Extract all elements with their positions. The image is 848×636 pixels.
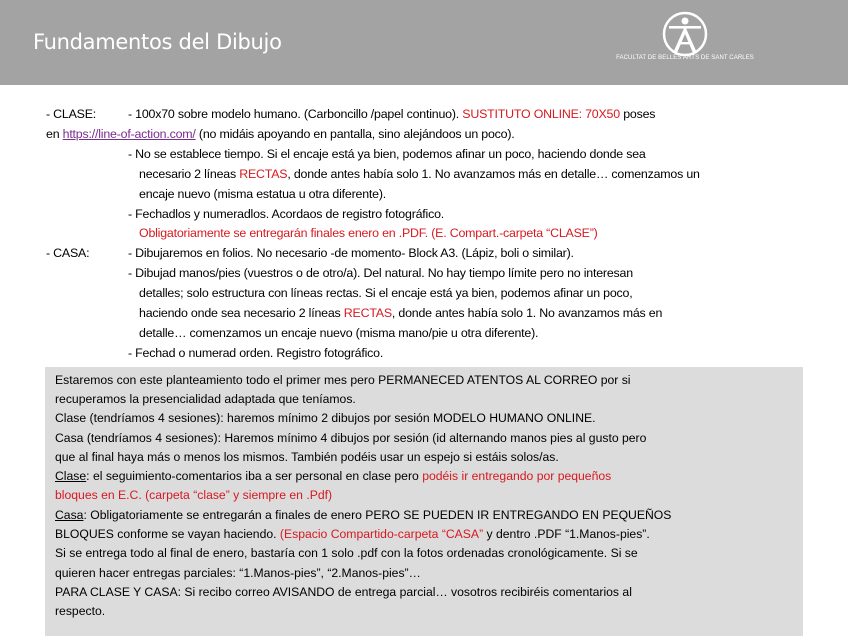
online-substitute: SUSTITUTO ONLINE: 70X50: [462, 107, 620, 121]
line-of-action-link[interactable]: https://line-of-action.com/: [62, 127, 196, 141]
clase-line-2: en https://line-of-action.com/ (no midáis apoyando en pantalla, sino alejándoos un poco).: [46, 127, 515, 141]
casa-label: - CASA:: [46, 246, 90, 260]
box-line-3: Clase (tendríamos 4 sesiones): haremos mínimo 2 dibujos por sesión MODELO HUMANO ONLINE.: [55, 411, 596, 425]
clase-line-4: necesario 2 líneas RECTAS, donde antes había solo 1. No avanzamos más en detalle… comenzamos un: [139, 167, 700, 181]
box-line-5: que al final haya más o menos los mismos. También podéis usar un espejo si estáis solos/as.: [55, 450, 559, 464]
page-title: Fundamentos del Dibujo: [33, 30, 282, 54]
casa-line-4: haciendo onde sea necesario 2 líneas RECTAS, donde antes había solo 1. No avanzamos más en: [139, 306, 663, 320]
box-line-9: BLOQUES conforme se vayan haciendo. (Espacio Compartido-carpeta “CASA” y dentro .PDF “1.Manos-pies”.: [55, 527, 650, 541]
box-line-12: PARA CLASE Y CASA: Si recibo correo AVISANDO de entrega parcial… vosotros recibiréis comentarios al: [55, 585, 632, 599]
box-line-11: quieren hacer entregas parciales: “1.Manos-pies”, “2.Manos-pies”…: [55, 566, 421, 580]
box-line-13: respecto.: [55, 604, 106, 618]
clase-line-1: - 100x70 sobre modelo humano. (Carboncillo /papel continuo). SUSTITUTO ONLINE: 70X50 poses: [128, 107, 656, 121]
vitruvian-figure-icon: [660, 10, 710, 58]
clase-line-6: - Fechadlos y numeradlos. Acordaos de registro fotográfico.: [128, 207, 445, 221]
box-line-10: Si se entrega todo al final de enero, bastaría con 1 solo .pdf con la fotos ordenadas cronológicamente. Si se: [55, 546, 638, 560]
clase-line-3: - No se establece tiempo. Si el encaje está ya bien, podemos afinar un poco, haciendo donde sea: [128, 147, 646, 161]
casa-line-5: detalle… comenzamos un encaje nuevo (misma mano/pie u otra diferente).: [139, 326, 539, 340]
casa-line-6: - Fechad o numerad orden. Registro fotográfico.: [128, 346, 384, 360]
clase-label: - CLASE:: [46, 107, 97, 121]
notes-box: [45, 367, 803, 636]
clase-line-7: Obligatoriamente se entregarán finales enero en .PDF. (E. Compart.-carpeta “CLASE”): [139, 226, 598, 240]
box-line-8: Casa: Obligatoriamente se entregarán a finales de enero PERO SE PUEDEN IR ENTREGANDO EN PEQUEÑOS: [55, 508, 672, 522]
casa-line-1: - Dibujaremos en folios. No necesario -de momento- Block A3. (Lápiz, boli o similar).: [128, 246, 574, 260]
box-line-4: Casa (tendríamos 4 sesiones): Haremos mínimo 4 dibujos por sesión (id alternando manos pies al gusto pero: [55, 431, 647, 445]
logo-caption: FACULTAT DE BELLES ARTS DE SANT CARLES: [616, 55, 754, 61]
clase-line-5: encaje nuevo (misma estatua u otra diferente).: [139, 187, 387, 201]
box-line-1: Estaremos con este planteamiento todo el primer mes pero PERMANECED ATENTOS AL CORREO por si: [55, 373, 631, 387]
header-bar: [0, 0, 848, 85]
casa-line-2: - Dibujad manos/pies (vuestros o de otro/a). Del natural. No hay tiempo límite pero no interesan: [128, 266, 633, 280]
casa-line-3: detalles; solo estructura con líneas rectas. Si el encaje está ya bien, podemos afinar un poco,: [139, 286, 633, 300]
box-line-2: recuperamos la presencialidad adaptada que teníamos.: [55, 392, 356, 406]
box-line-7: bloques en E.C. (carpeta “clase” y siempre en .Pdf): [55, 488, 333, 502]
box-line-6: Clase: el seguimiento-comentarios iba a ser personal en clase pero podéis ir entregando por pequeños: [55, 469, 612, 483]
